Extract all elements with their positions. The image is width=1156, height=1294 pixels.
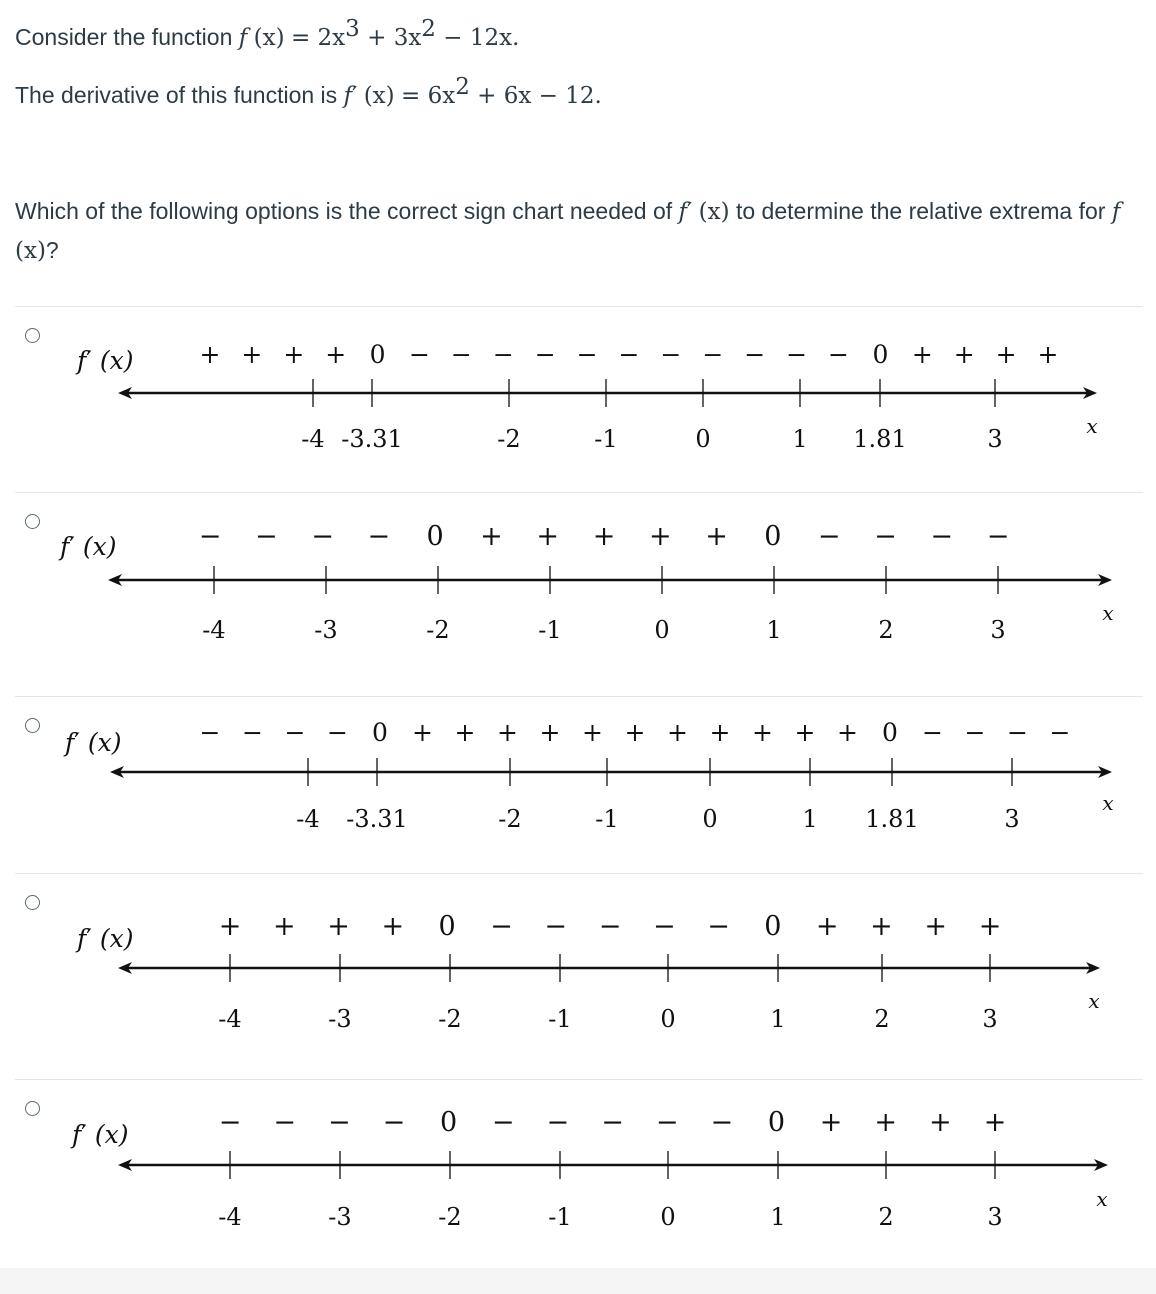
- sign-minus: −: [544, 911, 568, 942]
- tick-label: -1: [548, 1203, 572, 1231]
- sign-plus: +: [1037, 340, 1059, 369]
- sign-minus: −: [576, 340, 598, 369]
- sign-minus: −: [1007, 718, 1028, 747]
- tick-label: 3: [987, 1203, 1003, 1231]
- axis-variable-label: x: [1086, 414, 1098, 438]
- sign-minus: −: [327, 1107, 351, 1138]
- tick-label: 2: [874, 1005, 890, 1033]
- sign-plus: +: [870, 911, 893, 942]
- tick-label: -1: [548, 1005, 572, 1033]
- sign-zero: 0: [764, 521, 782, 552]
- sign-plus: +: [953, 340, 975, 369]
- sign-plus: +: [794, 718, 816, 747]
- sign-minus: −: [284, 718, 306, 747]
- tick-label: -2: [498, 805, 522, 833]
- sign-plus: +: [412, 718, 433, 747]
- tick-label: 1: [770, 1203, 786, 1231]
- sign-minus: −: [492, 340, 514, 369]
- sign-plus: +: [241, 340, 263, 369]
- tick-label: -1: [594, 425, 618, 453]
- sign-plus: +: [327, 911, 350, 942]
- tick-label: 1: [802, 805, 818, 833]
- tick-label: -3: [328, 1005, 352, 1033]
- sign-plus: +: [582, 718, 603, 747]
- sign-plus: +: [497, 718, 518, 747]
- tick-label: 1: [792, 425, 808, 453]
- sign-minus: −: [652, 911, 676, 942]
- sign-minus: −: [964, 718, 986, 747]
- sign-minus: −: [382, 1107, 406, 1138]
- tick-label: 3: [1004, 805, 1020, 833]
- sign-minus: −: [702, 340, 724, 369]
- sign-plus: +: [983, 1107, 1007, 1138]
- sign-minus: −: [218, 1107, 242, 1138]
- option-3-label: f′ (x): [65, 728, 122, 757]
- tick-label: -3.31: [346, 805, 408, 833]
- tick-label: 0: [695, 425, 711, 453]
- sign-minus: −: [450, 340, 472, 369]
- sign-zero: 0: [872, 340, 889, 369]
- sign-plus: +: [837, 718, 858, 747]
- sign-minus: −: [874, 521, 897, 552]
- sign-zero: 0: [372, 718, 388, 747]
- sign-minus: −: [817, 521, 841, 552]
- sign-plus: +: [752, 718, 773, 747]
- tick-label: 1.81: [853, 425, 907, 453]
- sign-minus: −: [490, 911, 513, 942]
- sign-zero: 0: [764, 911, 782, 942]
- sign-plus: +: [325, 340, 347, 369]
- sign-plus: +: [667, 718, 688, 747]
- option-1-label: f′ (x): [77, 346, 134, 375]
- sign-minus: −: [660, 340, 682, 369]
- sign-minus: −: [546, 1107, 570, 1138]
- sign-minus: −: [744, 340, 766, 369]
- sign-plus: +: [978, 911, 1002, 942]
- question-prompt: Which of the following options is the correct sign chart needed of f′ (x) to determine the relative extrema for f (x)?: [15, 198, 1121, 264]
- tick-label: 3: [982, 1005, 998, 1033]
- sign-minus: −: [311, 521, 334, 552]
- sign-plus: +: [283, 340, 305, 369]
- sign-zero: 0: [369, 340, 386, 369]
- sign-zero: 0: [439, 1107, 458, 1138]
- sign-minus: −: [1049, 718, 1071, 747]
- tick-label: -4: [218, 1005, 242, 1033]
- sign-zero: 0: [767, 1107, 786, 1138]
- sign-minus: −: [367, 521, 391, 552]
- tick-label: -3: [314, 616, 338, 644]
- sign-minus: −: [273, 1107, 296, 1138]
- sign-plus: +: [592, 521, 616, 552]
- sign-minus: −: [601, 1107, 624, 1138]
- axis-variable-label: x: [1102, 791, 1114, 815]
- question-line-derivative: The derivative of this function is f′ $(x) = 6x^2 + 6x - 12$.: [15, 74, 602, 109]
- tick-label: -1: [595, 805, 619, 833]
- sign-plus: +: [924, 911, 948, 942]
- axis-variable-label: x: [1096, 1187, 1108, 1211]
- sign-plus: +: [648, 521, 672, 552]
- sign-minus: −: [786, 340, 808, 369]
- tick-label: 3: [987, 425, 1003, 453]
- sign-plus: +: [539, 718, 561, 747]
- sign-minus: −: [242, 718, 263, 747]
- sign-plus: +: [705, 521, 728, 552]
- sign-plus: +: [929, 1107, 952, 1138]
- sign-minus: −: [409, 340, 430, 369]
- tick-label: -3.31: [341, 425, 403, 453]
- option-2-label: f′ (x): [60, 532, 117, 561]
- sign-plus: +: [480, 521, 503, 552]
- sign-plus: +: [199, 340, 221, 369]
- sign-plus: +: [911, 340, 933, 369]
- sign-minus: −: [199, 718, 221, 747]
- tick-label: -3: [328, 1203, 352, 1231]
- sign-minus: −: [707, 911, 730, 942]
- sign-minus: −: [254, 521, 278, 552]
- page-footer-bar: [0, 1268, 1156, 1294]
- tick-label: -1: [538, 616, 562, 644]
- sign-plus: +: [709, 718, 731, 747]
- sign-plus: +: [819, 1107, 843, 1138]
- sign-plus: +: [815, 911, 839, 942]
- tick-label: 2: [878, 1203, 894, 1231]
- question-line-function: Consider the function f $(x) = 2x^3 + 3x^2 - 12x$.: [15, 16, 520, 51]
- sign-minus: −: [327, 718, 348, 747]
- sign-minus: −: [598, 911, 622, 942]
- option-4-label: f′ (x): [77, 924, 134, 953]
- tick-label: 1: [770, 1005, 786, 1033]
- sign-zero: 0: [438, 911, 456, 942]
- sign-minus: −: [930, 521, 954, 552]
- sign-minus: −: [534, 340, 556, 369]
- math-f: f: [238, 25, 248, 51]
- sign-plus: +: [624, 718, 646, 747]
- tick-label: 1.81: [865, 805, 919, 833]
- tick-label: 0: [660, 1005, 676, 1033]
- axis-variable-label: x: [1102, 601, 1114, 625]
- tick-label: -4: [202, 616, 226, 644]
- tick-label: 2: [878, 616, 894, 644]
- option-5-label: f′ (x): [72, 1120, 129, 1149]
- tick-label: 0: [654, 616, 670, 644]
- sign-plus: +: [381, 911, 405, 942]
- sign-plus: +: [874, 1107, 898, 1138]
- tick-label: 1: [766, 616, 782, 644]
- sign-plus: +: [536, 521, 560, 552]
- sign-plus: +: [218, 911, 242, 942]
- tick-label: -2: [497, 425, 521, 453]
- tick-label: -2: [438, 1005, 462, 1033]
- sign-zero: 0: [426, 521, 444, 552]
- tick-label: 3: [990, 616, 1006, 644]
- axis-variable-label: x: [1088, 989, 1100, 1013]
- sign-plus: +: [272, 911, 296, 942]
- sign-minus: −: [491, 1107, 515, 1138]
- tick-label: -4: [296, 805, 320, 833]
- tick-label: 0: [702, 805, 718, 833]
- sign-minus: −: [198, 521, 222, 552]
- sign-plus: +: [454, 718, 476, 747]
- tick-label: -2: [438, 1203, 462, 1231]
- sign-minus: −: [618, 340, 640, 369]
- tick-label: -2: [426, 616, 450, 644]
- sign-zero: 0: [882, 718, 898, 747]
- tick-label: -4: [301, 425, 325, 453]
- sign-minus: −: [655, 1107, 679, 1138]
- sign-plus: +: [995, 340, 1017, 369]
- sign-minus: −: [922, 718, 943, 747]
- sign-minus: −: [710, 1107, 734, 1138]
- tick-label: 0: [660, 1203, 676, 1231]
- tick-label: -4: [218, 1203, 242, 1231]
- sign-minus: −: [828, 340, 849, 369]
- sign-minus: −: [986, 521, 1010, 552]
